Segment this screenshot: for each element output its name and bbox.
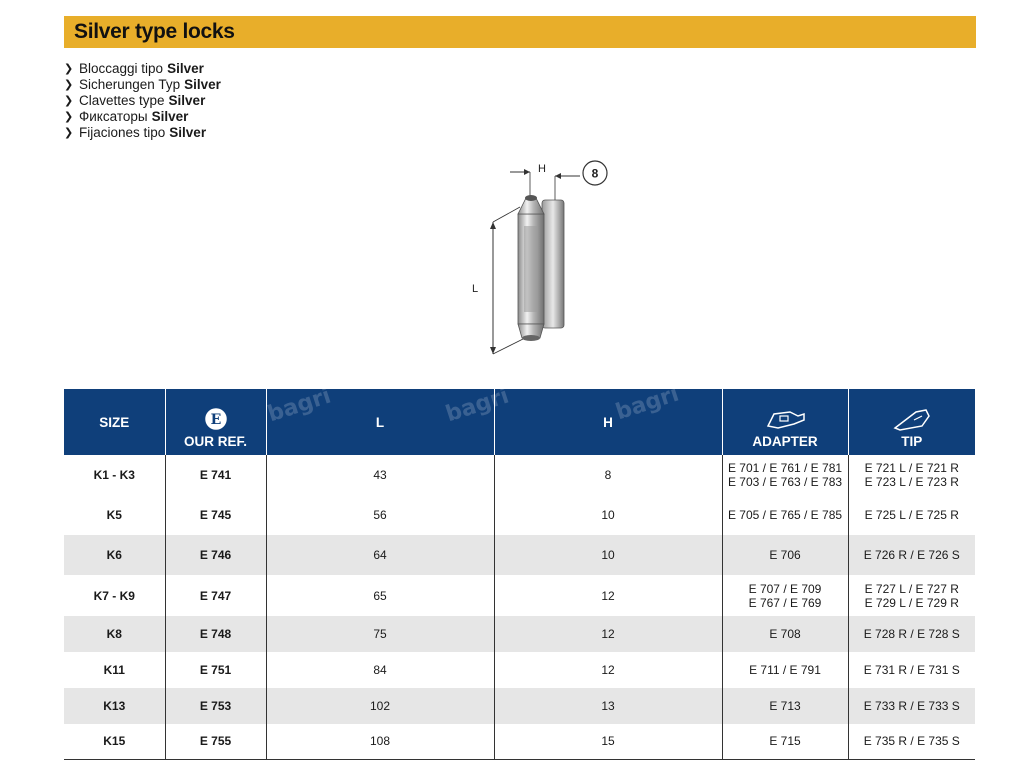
bullet-arrow-icon: ❯ [64, 111, 74, 123]
table-row [64, 495, 975, 535]
language-item-es: ❯ Fijaciones tipo Silver [64, 125, 207, 140]
title-bar [64, 16, 976, 48]
cell-adapter: E 715 [722, 724, 848, 759]
cell-size: K1 - K3 [93, 468, 135, 482]
cell-adapter: E 711 / E 791 [722, 652, 848, 688]
cell-h: 12 [494, 652, 722, 688]
adapter-icon [764, 408, 806, 432]
cell-tip: E 727 L / E 727 R E 729 L / E 729 R [848, 575, 975, 616]
cell-tip: E 733 R / E 733 S [848, 688, 975, 724]
bullet-arrow-icon: ❯ [64, 63, 74, 75]
language-item-fr: ❯ Clavettes type Silver [64, 93, 206, 108]
watermark-text: bagri [612, 381, 682, 426]
table-row [64, 724, 975, 759]
cell-size: K7 - K9 [93, 588, 135, 603]
watermark-text: bagri [442, 383, 512, 428]
cell-adapter: E 705 / E 765 / E 785 [722, 495, 848, 535]
cell-size: K13 [64, 688, 165, 724]
cell-adapter: E 708 [722, 616, 848, 652]
cell-l: 43 [266, 455, 494, 495]
cell-l: 75 [266, 616, 494, 652]
page-title: Silver type locks [74, 20, 235, 43]
bullet-arrow-icon: ❯ [64, 79, 74, 91]
cell-h: 10 [494, 535, 722, 575]
language-item-de: ❯ Sicherungen Typ Silver [64, 77, 221, 92]
cell-tip: E 721 L / E 721 R E 723 L / E 723 R [848, 455, 975, 495]
bullet-arrow-icon: ❯ [64, 127, 74, 139]
language-list [64, 61, 221, 141]
cell-adapter: E 707 / E 709 E 767 / E 769 [722, 575, 848, 616]
cell-adapter: E 713 [722, 688, 848, 724]
table-row [64, 535, 975, 575]
cell-h: 10 [494, 495, 722, 535]
cell-ref: E 746 [165, 535, 266, 575]
cell-size: K6 [64, 535, 165, 575]
dim-h-label: H [538, 163, 546, 175]
callout-number: 8 [591, 166, 599, 181]
cell-adapter: E 706 [722, 535, 848, 575]
cell-l: 65 [266, 575, 494, 616]
cell-size: K11 [103, 663, 125, 677]
header-size: SIZE [64, 389, 165, 455]
cell-l: 64 [266, 535, 494, 575]
bullet-arrow-icon: ❯ [64, 95, 74, 107]
cell-size: K5 [106, 508, 122, 522]
header-tip: TIP [848, 389, 975, 455]
cell-tip: E 725 L / E 725 R [848, 495, 975, 535]
cell-h: 13 [494, 688, 722, 724]
cell-ref: E 747 [165, 575, 266, 616]
cell-h: 8 [494, 455, 722, 495]
svg-text:E: E [210, 412, 221, 428]
cell-size: K15 [64, 724, 165, 759]
cell-h: 12 [494, 575, 722, 616]
cell-ref: E 745 [165, 495, 266, 535]
header-h: bagri bagri H [494, 389, 722, 455]
dim-l-label: L [472, 283, 479, 295]
cell-h: 15 [494, 724, 722, 759]
cell-h: 12 [494, 616, 722, 652]
cell-tip: E 726 R / E 726 S [848, 535, 975, 575]
parts-table [64, 381, 975, 760]
table-row [64, 652, 975, 688]
cell-ref: E 751 [165, 652, 266, 688]
cell-ref: E 753 [165, 688, 266, 724]
table-row [64, 455, 975, 495]
cell-tip: E 731 R / E 731 S [848, 652, 975, 688]
table-header-row [64, 389, 975, 455]
cell-tip: E 735 R / E 735 S [848, 724, 975, 759]
lock-drawing [460, 152, 630, 364]
tip-icon [892, 408, 932, 432]
language-item-it: ❯ Bloccaggi tipo Silver [64, 61, 204, 76]
cell-l: 56 [266, 495, 494, 535]
watermark-text: bagri [264, 383, 334, 428]
cell-ref: E 748 [165, 616, 266, 652]
language-item-ru: ❯ Фиксаторы Silver [64, 109, 189, 124]
table-row [64, 616, 975, 652]
table-row [64, 575, 975, 616]
cell-l: 108 [266, 724, 494, 759]
table-row [64, 688, 975, 724]
cell-ref: E 741 [165, 455, 266, 495]
cell-size: K8 [64, 616, 165, 652]
header-our-ref: E OUR REF. [165, 389, 266, 455]
header-l: bagri L [266, 389, 494, 455]
cell-tip: E 728 R / E 728 S [848, 616, 975, 652]
e-badge-icon [203, 406, 229, 432]
cell-l: 84 [266, 652, 494, 688]
cell-adapter: E 701 / E 761 / E 781 E 703 / E 763 / E 783 [722, 455, 848, 495]
header-adapter: ADAPTER [722, 389, 848, 455]
cell-ref: E 755 [165, 724, 266, 759]
cell-l: 102 [266, 688, 494, 724]
